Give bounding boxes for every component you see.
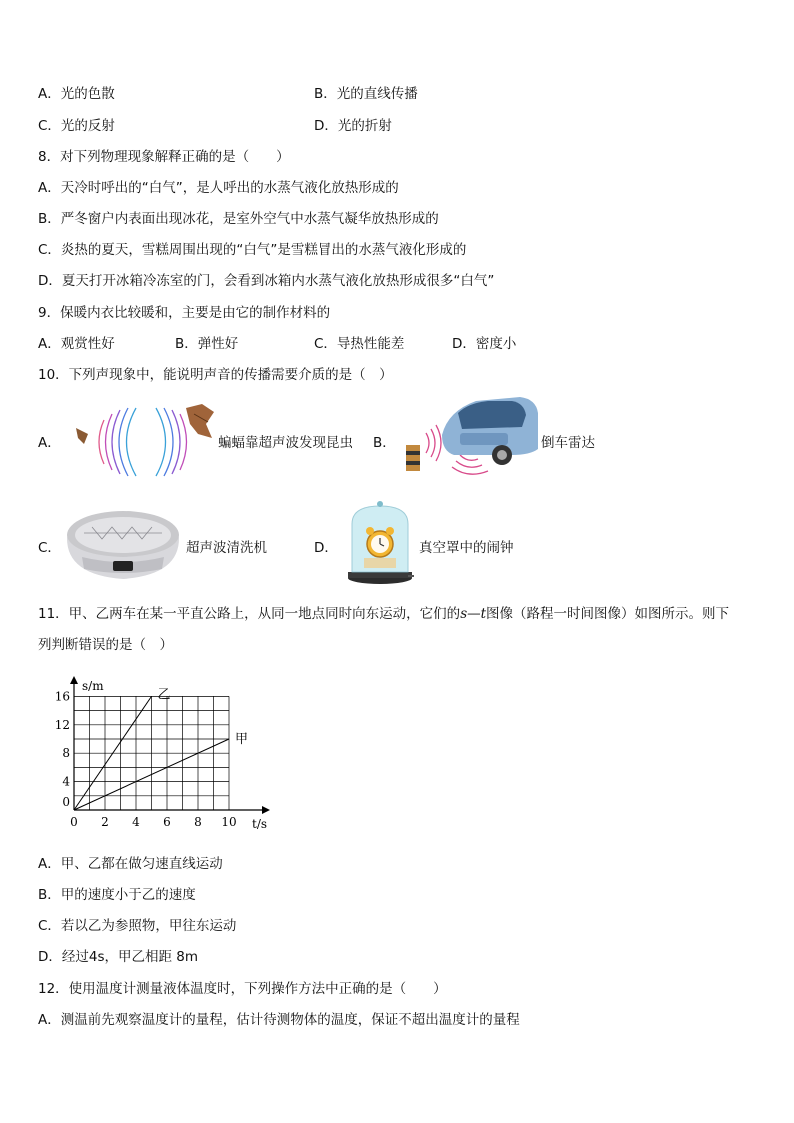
y-axis-arrow <box>70 676 78 684</box>
y-tick-label: 16 <box>54 689 70 704</box>
q11-option-a[interactable]: A．甲、乙都在做匀速直线运动 <box>38 856 223 872</box>
x-tick-label: 6 <box>163 815 171 829</box>
q11-option-d[interactable]: D．经过4s，甲乙相距 8m <box>38 949 199 965</box>
q11-stem-math: s—t <box>460 606 487 622</box>
st-graph <box>40 672 280 836</box>
x-tick-label: 2 <box>101 815 109 829</box>
q10-option-d-caption: 真空罩中的闹钟 <box>419 540 514 556</box>
y-zero-label: 0 <box>62 795 70 809</box>
q10-option-a-caption: 蝙蝠靠超声波发现昆虫 <box>218 435 353 451</box>
y-tick-label: 12 <box>54 717 70 732</box>
q7-option-c[interactable]: C．光的反射 <box>38 118 115 134</box>
q10-option-c-caption: 超声波清洗机 <box>186 540 267 556</box>
q9-stem: 9．保暖内衣比较暖和，主要是由它的制作材料的 <box>38 305 331 321</box>
q11-stem <box>38 602 729 622</box>
q11-stem-line2: 列判断错误的是（ ） <box>38 637 173 653</box>
y-tick-label: 4 <box>62 774 70 789</box>
q11-option-b[interactable]: B．甲的速度小于乙的速度 <box>38 887 196 903</box>
q8-option-c[interactable]: C．炎热的夏天，雪糕周围出现的“白气”是雪糕冒出的水蒸气液化形成的 <box>38 242 467 258</box>
q7-option-a[interactable]: A．光的色散 <box>38 86 115 102</box>
x-tick-label: 4 <box>132 815 140 829</box>
q7-option-d[interactable]: D．光的折射 <box>314 118 392 134</box>
series-label-1: 甲 <box>235 732 249 747</box>
q10-option-d-letter[interactable]: D． <box>314 540 338 556</box>
x-tick-label: 10 <box>221 815 237 829</box>
q8-option-d[interactable]: D．夏天打开冰箱冷冻室的门，会看到冰箱内水蒸气液化放热形成很多“白气” <box>38 273 495 289</box>
y-tick-label: 8 <box>62 746 70 761</box>
q8-stem: 8．对下列物理现象解释正确的是（ ） <box>38 149 290 165</box>
q9-option-a[interactable]: A．观赏性好 <box>38 336 115 352</box>
bell-jar-alarm-clock-image <box>344 500 416 586</box>
car-parking-radar-image <box>402 393 540 483</box>
q11-option-c[interactable]: C．若以乙为参照物，甲往东运动 <box>38 918 237 934</box>
y-axis-label: s/m <box>82 679 104 693</box>
q10-option-c-letter[interactable]: C． <box>38 540 61 556</box>
q10-option-a-letter[interactable]: A． <box>38 435 61 451</box>
q9-option-c[interactable]: C．导热性能差 <box>314 336 405 352</box>
x-tick-label: 8 <box>194 815 202 829</box>
q7-option-b[interactable]: B．光的直线传播 <box>314 86 418 102</box>
q11-stem-part2: 图像（路程一时间图像）如图所示。则下 <box>486 606 730 622</box>
q11-stem-part1: 11．甲、乙两车在某一平直公路上，从同一地点同时向东运动，它们的 <box>38 606 461 622</box>
q10-option-b-letter[interactable]: B． <box>373 435 396 451</box>
q9-option-b[interactable]: B．弹性好 <box>175 336 239 352</box>
bat-ultrasound-image <box>74 400 216 484</box>
q12-stem: 12．使用温度计测量液体温度时，下列操作方法中正确的是（ ） <box>38 981 447 997</box>
x-tick-label: 0 <box>70 815 78 829</box>
q8-option-b[interactable]: B．严冬窗户内表面出现冰花，是室外空气中水蒸气凝华放热形成的 <box>38 211 439 227</box>
x-axis-arrow <box>262 806 270 814</box>
series-label-0: 乙 <box>157 687 171 703</box>
q10-option-b-caption: 倒车雷达 <box>541 435 595 451</box>
q8-option-a[interactable]: A．天冷时呼出的“白气”，是人呼出的水蒸气液化放热形成的 <box>38 180 399 196</box>
q10-stem: 10．下列声现象中，能说明声音的传播需要介质的是（ ） <box>38 367 393 383</box>
ultrasonic-cleaner-image <box>62 505 184 583</box>
q12-option-a[interactable]: A．测温前先观察温度计的量程，估计待测物体的温度，保证不超出温度计的量程 <box>38 1012 520 1028</box>
q9-option-d[interactable]: D．密度小 <box>452 336 517 352</box>
x-axis-label: t/s <box>252 817 268 831</box>
